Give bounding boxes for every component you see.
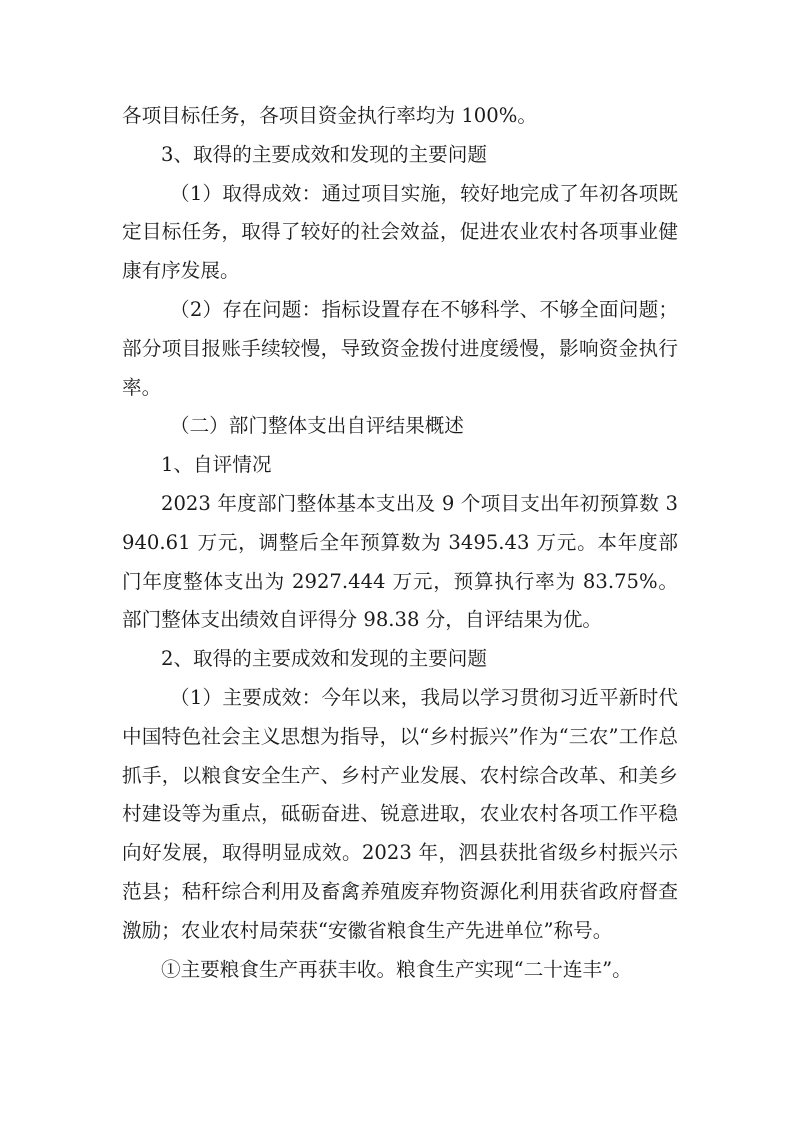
document-body <box>122 97 678 989</box>
heading-achievements-issues: 3、取得的主要成效和发现的主要问题 <box>161 142 487 166</box>
heading-achievements-issues-2: 2、取得的主要成效和发现的主要问题 <box>161 647 487 671</box>
paragraph-issues: （2）存在问题：指标设置存在不够科学、不够全面问题；部分项目报账手续较慢，导致资金拨付进度缓慢，影响资金执行率。 <box>122 297 678 399</box>
section-heading-overall-expenditure: （二）部门整体支出自评结果概述 <box>170 414 464 438</box>
paragraph-self-evaluation: 2023 年度部门整体基本支出及 9 个项目支出年初预算数 3940.61 万元，调整后全年预算数为 3495.43 万元。本年度部门年度整体支出为 2927.444 万元，预算执行率为 83.75%。部门整体支出绩效自评得分 98.38 分，自评结果为优。 <box>122 491 678 632</box>
heading-self-evaluation: 1、自评情况 <box>161 453 272 477</box>
paragraph-main-achievements: （1）主要成效：今年以来，我局以学习贯彻习近平新时代中国特色社会主义思想为指导，以“乡村振兴”作为“三农”工作总抓手，以粮食安全生产、乡村产业发展、农村综合改革、和美乡村建设等为重点，砥砺奋进、锐意进取，农业农村各项工作平稳向好发展，取得明显成效。2023 年，泗县获批省级乡村振兴示范县；秸秆综合利用及畜禽养殖废弃物资源化利用获省政府督查激励；农业农村局荣获“安徽省粮食生产先进单位”称号。 <box>122 685 678 942</box>
paragraph-grain-production: ①主要粮食生产再获丰收。粮食生产实现“二十连丰”。 <box>161 957 632 981</box>
paragraph-continuation: 各项目标任务，各项目资金执行率均为 100%。 <box>122 104 537 127</box>
paragraph-achievements: （1）取得成效：通过项目实施，较好地完成了年初各项既定目标任务，取得了较好的社会效益，促进农业农村各项事业健康有序发展。 <box>122 181 678 283</box>
